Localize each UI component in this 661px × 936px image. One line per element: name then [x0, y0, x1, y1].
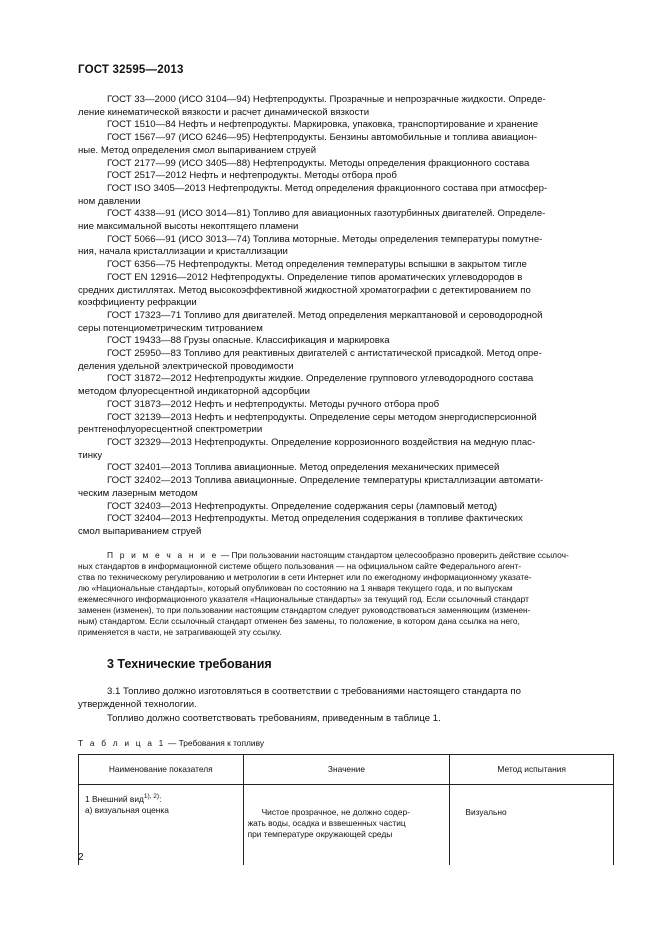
note-line: лю «Национальные стандарты», который опубликован по состоянию на 1 января текущего года, и по выпускам — [78, 583, 513, 593]
paragraph-line: Топливо должно соответствовать требованиям, приведенным в таблице 1. — [107, 713, 441, 724]
reference-line: ление кинематической вязкости и расчет динамической вязкости — [78, 106, 370, 118]
note-block — [78, 550, 614, 638]
reference-line: ГОСТ 32329—2013 Нефтепродукты. Определение коррозионного воздействия на медную плас- — [107, 436, 536, 448]
reference-line: ГОСТ 32403—2013 Нефтепродукты. Определение содержания серы (ламповый метод) — [107, 500, 498, 512]
reference-item — [78, 259, 614, 272]
footnote-marks: 1), 2) — [143, 793, 160, 800]
note-line: ежемесячного информационного указателя «Национальные стандарты» за текущий год. Если ссылочный стандарт — [78, 594, 529, 604]
reference-line: ГОСТ 32402—2013 Топлива авиационные. Определение температуры кристаллизации автомати- — [107, 475, 544, 487]
indicator-title — [85, 791, 243, 805]
note-line: ства по техническому регулированию и метрологии в сети Интернет или по ежегодному информационному указате- — [78, 572, 532, 582]
note-line: применяется в части, не затрагивающей эту ссылку. — [78, 627, 282, 637]
reference-line: ГОСТ 31872—2012 Нефтепродукты жидкие. Определение группового углеводородного состава — [107, 373, 534, 385]
page-number: 2 — [78, 852, 84, 863]
table-caption-lead: Т а б л и ц а 1 — [78, 738, 166, 748]
value-line: жать воды, осадка и взвешенных частиц — [247, 818, 406, 828]
paragraph-table-ref — [78, 713, 614, 726]
reference-item — [78, 412, 614, 437]
reference-item — [78, 462, 614, 475]
table-row — [79, 785, 614, 866]
note-line: заменен (изменен), то при пользовании настоящим стандартом следует руководствоваться заменяющим (изменен- — [78, 605, 531, 615]
reference-line: тинку — [78, 449, 103, 461]
reference-item — [78, 119, 614, 132]
reference-item — [78, 132, 614, 157]
reference-line: смол выпариванием струей — [78, 525, 202, 537]
note-lead: П р и м е ч а н и е — [107, 550, 219, 560]
value-line: Чистое прозрачное, не должно содер- — [261, 807, 410, 817]
reference-item — [78, 501, 614, 514]
reference-line: ГОСТ 33—2000 (ИСО 3104—94) Нефтепродукты. Прозрачные и непрозрачные жидкости. Опреде- — [107, 94, 546, 105]
reference-item — [78, 158, 614, 171]
note-line: ных стандартов в информационной системе общего пользования — на официальном сайте Федерального агент- — [78, 561, 522, 571]
reference-line: ГОСТ 2517—2012 Нефть и нефтепродукты. Методы отбора проб — [107, 170, 397, 182]
reference-line: ГОСТ 32139—2013 Нефть и нефтепродукты. Определение серы методом энергодисперсионной — [107, 411, 537, 423]
section-title: 3 Технические требования — [107, 657, 272, 671]
reference-line: ГОСТ 32404—2013 Нефтепродукты. Метод определения содержания в топливе фактических — [107, 513, 523, 525]
cell-value — [243, 785, 450, 866]
reference-item — [78, 335, 614, 348]
reference-line: ГОСТ 19433—88 Грузы опасные. Классификация и маркировка — [107, 335, 390, 347]
reference-line: ГОСТ 6356—75 Нефтепродукты. Метод определения температуры вспышки в закрытом тигле — [107, 259, 527, 271]
cell-indicator-name — [79, 785, 244, 866]
indicator-colon: : — [159, 793, 162, 804]
reference-line: ГОСТ 5066—91 (ИСО 3013—74) Топлива моторные. Методы определения температуры помутне- — [107, 233, 543, 245]
reference-item — [78, 310, 614, 335]
reference-item — [78, 94, 614, 119]
note-text: — При пользовании настоящим стандартом целесообразно проверить действие ссылоч- — [218, 550, 569, 560]
document-header: ГОСТ 32595—2013 — [78, 64, 184, 76]
reference-line: ГОСТ 1567—97 (ИСО 6246—95) Нефтепродукты. Бензины автомобильные и топлива авиацион- — [107, 132, 538, 144]
paragraph-3-1 — [78, 686, 614, 711]
reference-line: ГОСТ 4338—91 (ИСО 3014—81) Топливо для авиационных газотурбинных двигателей. Определе- — [107, 208, 546, 220]
reference-item — [78, 475, 614, 500]
table-caption — [78, 738, 264, 748]
indicator-subitem: а) визуальная оценка — [85, 804, 169, 815]
reference-item — [78, 234, 614, 259]
reference-item — [78, 208, 614, 233]
paragraph-line: утвержденной технологии. — [78, 698, 197, 710]
reference-line: коэффициенту рефракции — [78, 297, 197, 309]
reference-line: серы потенциометрическим титрованием — [78, 322, 263, 334]
reference-item — [78, 272, 614, 310]
reference-line: ния, начала кристаллизации и кристаллизации — [78, 246, 288, 258]
table-header-row — [79, 755, 614, 785]
reference-line: средних дистиллятах. Метод высокоэффективной жидкостной хроматографии с детектированием по — [78, 284, 531, 296]
table-caption-text: — Требования к топливу — [165, 738, 265, 748]
reference-line: методом флуоресцентной индикаторной адсорбции — [78, 386, 311, 398]
reference-line: ные. Метод определения смол выпариванием струей — [78, 144, 317, 156]
reference-line: ном давлении — [78, 195, 141, 207]
column-header-value: Значение — [243, 755, 450, 785]
value-line: при температуре окружающей среды — [247, 829, 393, 839]
reference-line: ГОСТ EN 12916—2012 Нефтепродукты. Определение типов ароматических углеводородов в — [107, 271, 523, 283]
normative-references-list — [78, 94, 614, 539]
reference-line: ГОСТ 2177—99 (ИСО 3405—88) Нефтепродукты. Методы определения фракционного состава — [107, 157, 530, 169]
note-line — [78, 550, 614, 561]
column-header-method: Метод испытания — [450, 755, 614, 785]
reference-item — [78, 348, 614, 373]
note-line: ным) стандартом. Если ссылочный стандарт отменен без замены, то положение, в котором дана ссылка на него, — [78, 616, 520, 626]
reference-item — [78, 373, 614, 398]
reference-line: ГОСТ 31873—2012 Нефть и нефтепродукты. Методы ручного отбора проб — [107, 398, 440, 410]
reference-item — [78, 170, 614, 183]
reference-item — [78, 183, 614, 208]
method-text: Визуально — [465, 807, 507, 817]
reference-line: рентгенофлуоресцентной спектрометрии — [78, 424, 263, 436]
reference-line: ние максимальной высоты некоптящего пламени — [78, 221, 299, 233]
column-header-name: Наименование показателя — [79, 755, 244, 785]
reference-line: деления удельной электрической проводимости — [78, 360, 294, 372]
reference-item — [78, 513, 614, 538]
paragraph-line: 3.1 Топливо должно изготовляться в соответствии с требованиями настоящего стандарта по — [107, 686, 521, 697]
reference-line: ГОСТ 1510—84 Нефть и нефтепродукты. Маркировка, упаковка, транспортирование и хранение — [107, 119, 539, 131]
reference-line: ГОСТ ISO 3405—2013 Нефтепродукты. Метод определения фракционного состава при атмосфер- — [107, 182, 548, 194]
requirements-table — [78, 754, 614, 865]
reference-line: ческим лазерным методом — [78, 487, 198, 499]
cell-method — [450, 785, 614, 866]
reference-item — [78, 437, 614, 462]
reference-line: ГОСТ 25950—83 Топливо для реактивных двигателей с антистатической присадкой. Метод опре- — [107, 348, 542, 360]
reference-line: ГОСТ 32401—2013 Топлива авиационные. Метод определения механических примесей — [107, 462, 500, 474]
reference-item — [78, 399, 614, 412]
reference-line: ГОСТ 17323—71 Топливо для двигателей. Метод определения меркаптановой и сероводородной — [107, 309, 543, 321]
indicator-title-text: 1 Внешний вид — [85, 793, 144, 804]
